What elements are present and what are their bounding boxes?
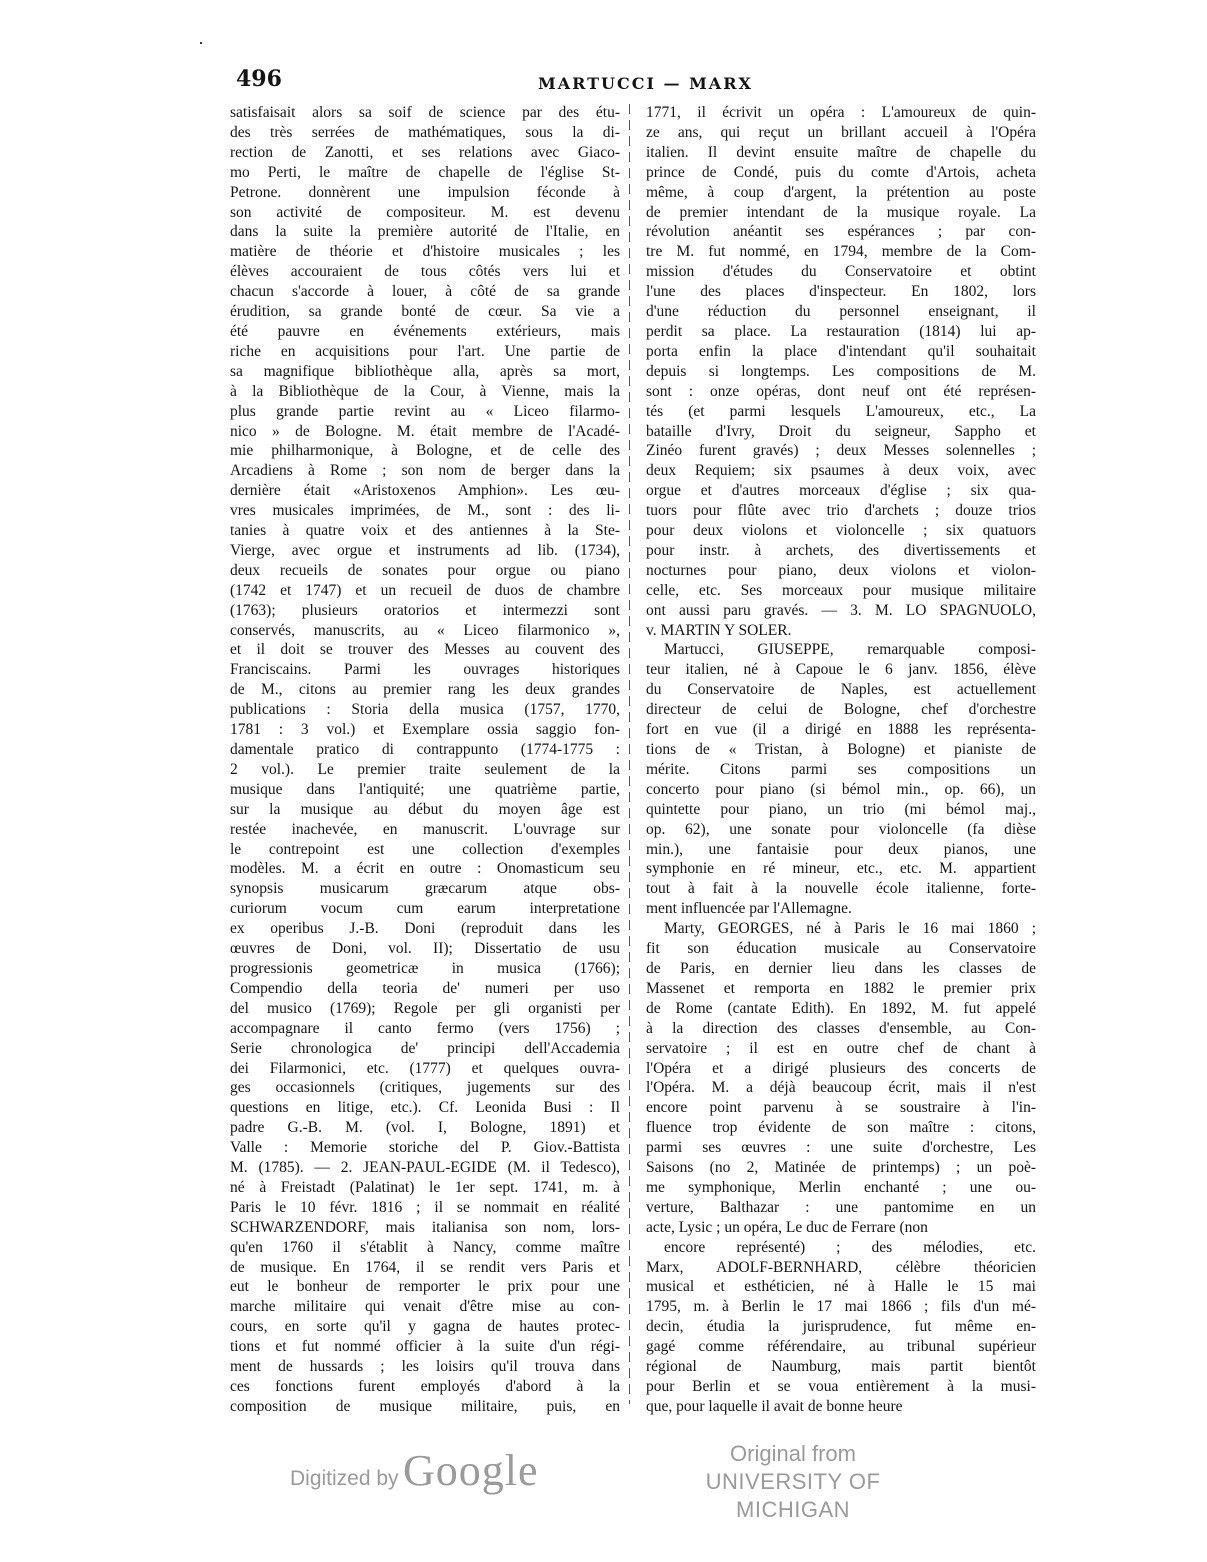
text-line: né à Freistadt (Palatinat) le 1er sept. 1741, m. à — [230, 1178, 620, 1196]
text-line: érudition, sa grande bonté de cœur. Sa vie a — [230, 303, 620, 321]
text-line: composition de musique militaire, puis, en — [230, 1397, 620, 1415]
text-line: Marty, GEORGES, né à Paris le 16 mai 1860 ; — [664, 920, 1036, 938]
text-line: sur la musique au début du moyen âge est — [230, 800, 620, 818]
text-line: padre G.-B. M. (vol. I, Bologne, 1891) et — [230, 1119, 620, 1137]
text-line: mo Perti, le maître de chapelle de l'église St- — [230, 163, 620, 181]
text-line: teur italien, né à Capoue le 6 janv. 1856, élève — [646, 661, 1036, 679]
digitized-by-text: Digitized by — [290, 1467, 399, 1490]
text-line: verture, Balthazar : une pantomime en un — [646, 1198, 1036, 1216]
text-line: tanies à quatre voix et des antiennes à la Ste- — [230, 522, 620, 540]
text-line: tout à fait à la nouvelle école italienne, forte- — [646, 880, 1036, 898]
text-line: du Conservatoire de Naples, est actuellement — [646, 681, 1036, 699]
text-line: fit son éducation musicale au Conservatoire — [646, 940, 1036, 958]
text-line: restée inachevée, en manuscrit. L'ouvrage sur — [230, 820, 620, 838]
text-line: Zinéo furent gravés) ; deux Messes solennelles ; — [646, 442, 1036, 460]
text-line: même, à coup d'argent, la prétention au poste — [646, 183, 1036, 201]
text-line: gagé comme référendaire, au tribunal supérieur — [646, 1338, 1036, 1356]
text-line: tions et fut nommé officier à la suite d'un régi- — [230, 1338, 620, 1356]
text-line: directeur de celui de Bologne, chef d'orchestre — [646, 701, 1036, 719]
text-line: fort en vue (il a dirigé en 1888 les représenta- — [646, 721, 1036, 739]
text-line: musique dans l'antiquité; une quatrième partie, — [230, 780, 620, 798]
text-line: élèves accouraient de tous côtés vers lui et — [230, 263, 620, 281]
text-line: fluence trop évidente de son maître : citons, — [646, 1119, 1036, 1137]
text-line: de M., citons au premier rang les deux grandes — [230, 681, 620, 699]
text-line: d'une réduction du personnel enseignant, il — [646, 303, 1036, 321]
text-line: del musico (1769); Regole per gli organisti per — [230, 999, 620, 1017]
text-line: Compendio della teoria de' numeri per uso — [230, 979, 620, 997]
text-line: mie philharmonique, à Bologne, et de celle des — [230, 442, 620, 460]
original-from-watermark — [668, 1440, 918, 1524]
text-line: accompagnare il canto fermo (vers 1756) ; — [230, 1019, 620, 1037]
text-line: conservés, manuscrits, au « Liceo filarmonico », — [230, 621, 620, 639]
text-line: orgue et d'autres morceaux d'église ; six qua- — [646, 482, 1036, 500]
text-line: et il doit se trouver des Messes au couvent des — [230, 641, 620, 659]
text-line: l'Opéra et a dirigé plusieurs des concerts de — [646, 1059, 1036, 1077]
text-line: pour deux violons et violoncelle ; six quatuors — [646, 522, 1036, 540]
text-line: pour Berlin et se voua entièrement à la musi- — [646, 1378, 1036, 1395]
running-head: MARTUCCI — MARX — [538, 74, 753, 93]
text-line: de premier intendant de la musique royale. La — [646, 203, 1036, 221]
text-line: de musique. En 1764, il se rendit vers Paris et — [230, 1258, 620, 1276]
text-line: curiorum vocum cum earum interpretatione — [230, 900, 620, 918]
text-line: ex operibus J.-B. Doni (reproduit dans les — [230, 920, 620, 938]
text-line: l'une des places d'inspecteur. En 1802, lors — [646, 283, 1036, 301]
text-line: mérite. Citons parmi ses compositions un — [646, 760, 1036, 778]
text-line: riche en acquisitions pour l'art. Une partie de — [230, 342, 620, 360]
text-line: damentale pratico di contrappunto (1774-1775 : — [230, 741, 620, 758]
text-line: 1781 : 3 vol.) et Exemplare ossia saggio fon- — [230, 721, 620, 739]
text-line: SCHWARZENDORF, mais italianisa son nom, lors- — [230, 1218, 620, 1236]
text-line: 1771, il écrivit un opéra : L'amoureux de quin- — [646, 104, 1036, 121]
text-line: M. (1785). — 2. JEAN-PAUL-EGIDE (M. il Tedesco), — [230, 1159, 620, 1177]
text-line: chacun s'accorde à louer, à côté de sa grande — [230, 283, 620, 301]
text-line: modèles. M. a écrit en outre : Onomasticum seu — [230, 860, 620, 878]
text-line: 1795, m. à Berlin le 17 mai 1866 ; fils d'un mé- — [646, 1298, 1036, 1316]
text-line: ment influencée par l'Allemagne. — [646, 900, 852, 918]
text-line: qu'en 1760 il s'établit à Nancy, comme maître — [230, 1238, 620, 1256]
left-column — [230, 103, 620, 1417]
text-line: rection de Zanotti, et ses relations avec Giaco- — [230, 143, 620, 161]
text-line: que, pour laquelle il avait de bonne heure — [646, 1397, 903, 1415]
text-line: symphonie en ré mineur, etc., etc. M. appartient — [646, 860, 1036, 878]
text-line: Petrone. donnèrent une impulsion féconde à — [230, 183, 620, 201]
text-line: dei Filarmonici, etc. (1777) et quelques ouvra- — [230, 1059, 620, 1077]
text-line: satisfaisait alors sa soif de science par des étu- — [230, 104, 620, 121]
text-line: révolution anéantit ses espérances ; par con- — [646, 223, 1036, 241]
text-line: œuvres de Doni, vol. II); Dissertatio de usu — [230, 940, 620, 958]
text-line: à la direction des classes d'ensemble, au Con- — [646, 1019, 1036, 1037]
text-line: à la Bibliothèque de la Cour, à Vienne, mais la — [230, 382, 620, 400]
text-line: depuis si longtemps. Les compositions de M. — [646, 362, 1036, 380]
text-line: acte, Lysic ; un opéra, Le duc de Ferrare (non — [646, 1218, 928, 1236]
text-line: cours, en sorte qu'il y gagna de hautes protec- — [230, 1318, 620, 1336]
text-line: ces fonctions furent employés d'abord à la — [230, 1378, 620, 1395]
text-line: sont : onze opéras, dont neuf ont été représen- — [646, 382, 1036, 400]
text-line: Valle : Memorie storiche del P. Giov.-Battista — [230, 1139, 620, 1157]
text-line: Massenet et remporta en 1882 le premier prix — [646, 979, 1036, 997]
text-line: quintette pour piano, un trio (mi bémol maj., — [646, 800, 1036, 818]
text-line: régional de Naumburg, mais partit bientôt — [646, 1358, 1036, 1376]
column-divider — [629, 104, 630, 1404]
text-line: bataille d'Ivry, Droit du seigneur, Sappho et — [646, 422, 1036, 440]
text-line: Marx, ADOLF-BERNHARD, célèbre théoricien — [646, 1258, 1036, 1276]
text-line: sa magnifique bibliothèque alla, après sa mort, — [230, 362, 620, 380]
scan-speck — [200, 42, 202, 44]
text-line: de Paris, en dernier lieu dans les classes de — [646, 959, 1036, 977]
text-line: (1742 et 1747) et un recueil de duos de chambre — [230, 581, 620, 599]
page-number: 496 — [236, 66, 282, 92]
text-line: tre M. fut nommé, en 1794, membre de la Com- — [646, 243, 1036, 261]
text-line: italien. Il devint ensuite maître de chapelle du — [646, 143, 1036, 161]
text-line: ont aussi paru gravés. — 3. M. LO SPAGNUOLO, — [646, 601, 1036, 619]
text-line: dans la suite la première autorité de l'Italie, en — [230, 223, 620, 241]
text-line: encore représenté) ; des mélodies, etc. — [664, 1238, 1036, 1256]
text-line: son activité de compositeur. M. est devenu — [230, 203, 620, 221]
text-line: questions en litige, etc.). Cf. Leonida Busi : Il — [230, 1099, 620, 1117]
text-line: été pauvre en événements extérieurs, mais — [230, 322, 620, 340]
text-line: decin, étudia la jurisprudence, fut même en- — [646, 1318, 1036, 1336]
digitized-by-watermark — [290, 1445, 539, 1496]
text-line: porta enfin la place d'intendant qu'il souhaitait — [646, 342, 1036, 360]
text-line: matière de théorie et d'histoire musicales ; les — [230, 243, 620, 261]
text-line: deux Requiem; six psaumes à deux voix, avec — [646, 462, 1036, 480]
text-line: Vierge, avec orgue et instruments ad lib. (1734), — [230, 541, 620, 559]
text-line: min.), une fantaisie pour deux pianos, une — [646, 840, 1036, 858]
text-line: l'Opéra. M. a déjà beaucoup écrit, mais il n'est — [646, 1079, 1036, 1097]
text-line: servatoire ; il est en outre chef de chant à — [646, 1039, 1036, 1057]
text-line: nico » de Bologne. M. était membre de l'Acadé- — [230, 422, 620, 440]
text-line: tions de « Tristan, à Bologne) et pianiste de — [646, 741, 1036, 758]
text-line: de Rome (cantate Edith). En 1892, M. fut appelé — [646, 999, 1036, 1017]
original-from-text: Original from — [730, 1441, 856, 1466]
text-line: eut le bonheur de remporter le prix pour une — [230, 1278, 620, 1296]
text-line: (1763); plusieurs oratorios et intermezzi sont — [230, 601, 620, 619]
text-line: tés (et parmi lesquels L'amoureux, etc., La — [646, 402, 1036, 420]
text-line: Saisons (no 2, Matinée de printemps) ; un poè- — [646, 1159, 1036, 1177]
text-line: concerto pour piano (si bémol min., op. 66), un — [646, 780, 1036, 798]
text-line: 2 vol.). Le premier traite seulement de la — [230, 760, 620, 778]
text-line: publications : Storia della musica (1757, 1770, — [230, 701, 620, 719]
text-line: ment de hussards ; les loisirs qu'il trouva dans — [230, 1358, 620, 1376]
text-line: encore point parvenu à se soustraire à l'in- — [646, 1099, 1036, 1117]
text-line: dernière était «Aristoxenos Amphion». Les œu- — [230, 482, 620, 500]
text-line: progressionis geometricæ in musica (1766); — [230, 959, 620, 977]
right-column — [646, 103, 1036, 1417]
text-line: musical et esthéticien, né à Halle le 15 mai — [646, 1278, 1036, 1296]
university-text: UNIVERSITY OF MICHIGAN — [705, 1469, 881, 1522]
text-line: nocturnes pour piano, deux violons et violon- — [646, 561, 1036, 579]
text-line: vres musicales imprimées, de M., sont : des li- — [230, 502, 620, 520]
google-logo: Google — [403, 1446, 539, 1495]
text-line: Martucci, GIUSEPPE, remarquable composi- — [664, 641, 1036, 659]
text-line: pour instr. à archets, des divertissements et — [646, 541, 1036, 559]
text-line: Paris le 10 févr. 1816 ; il se nommait en réalité — [230, 1198, 620, 1216]
text-line: op. 62), une sonate pour violoncelle (fa dièse — [646, 820, 1036, 838]
text-line: ges occasionnels (critiques, jugements sur des — [230, 1079, 620, 1097]
text-line: ze ans, qui reçut un brillant accueil à l'Opéra — [646, 123, 1036, 141]
text-line: v. MARTIN Y SOLER. — [646, 621, 792, 639]
text-line: celle, etc. Ses morceaux pour musique militaire — [646, 581, 1036, 599]
text-line: deux recueils de sonates pour orgue ou piano — [230, 561, 620, 579]
text-line: marche militaire qui venait d'être mise au con- — [230, 1298, 620, 1316]
text-line: Serie chronologica de' principi dell'Accademia — [230, 1039, 620, 1057]
text-line: prince de Condé, puis du comte d'Artois, acheta — [646, 163, 1036, 181]
text-line: plus grande partie revint au « Liceo filarmo- — [230, 402, 620, 420]
text-line: des très serrées de mathématiques, sous la di- — [230, 123, 620, 141]
text-line: Arcadiens à Rome ; son nom de berger dans la — [230, 462, 620, 480]
text-line: perdit sa place. La restauration (1814) lui ap- — [646, 322, 1036, 340]
text-line: le contrepoint est une collection d'exemples — [230, 840, 620, 858]
text-line: me symphonique, Merlin enchanté ; une ou- — [646, 1178, 1036, 1196]
text-line: Franciscains. Parmi les ouvrages historiques — [230, 661, 620, 679]
text-line: parmi ses œuvres : une suite d'orchestre, Les — [646, 1139, 1036, 1157]
text-line: tuors pour flûte avec trio d'archets ; douze trios — [646, 502, 1036, 520]
text-line: synopsis musicarum græcarum atque obs- — [230, 880, 620, 898]
text-line: mission d'études du Conservatoire et obtint — [646, 263, 1036, 281]
